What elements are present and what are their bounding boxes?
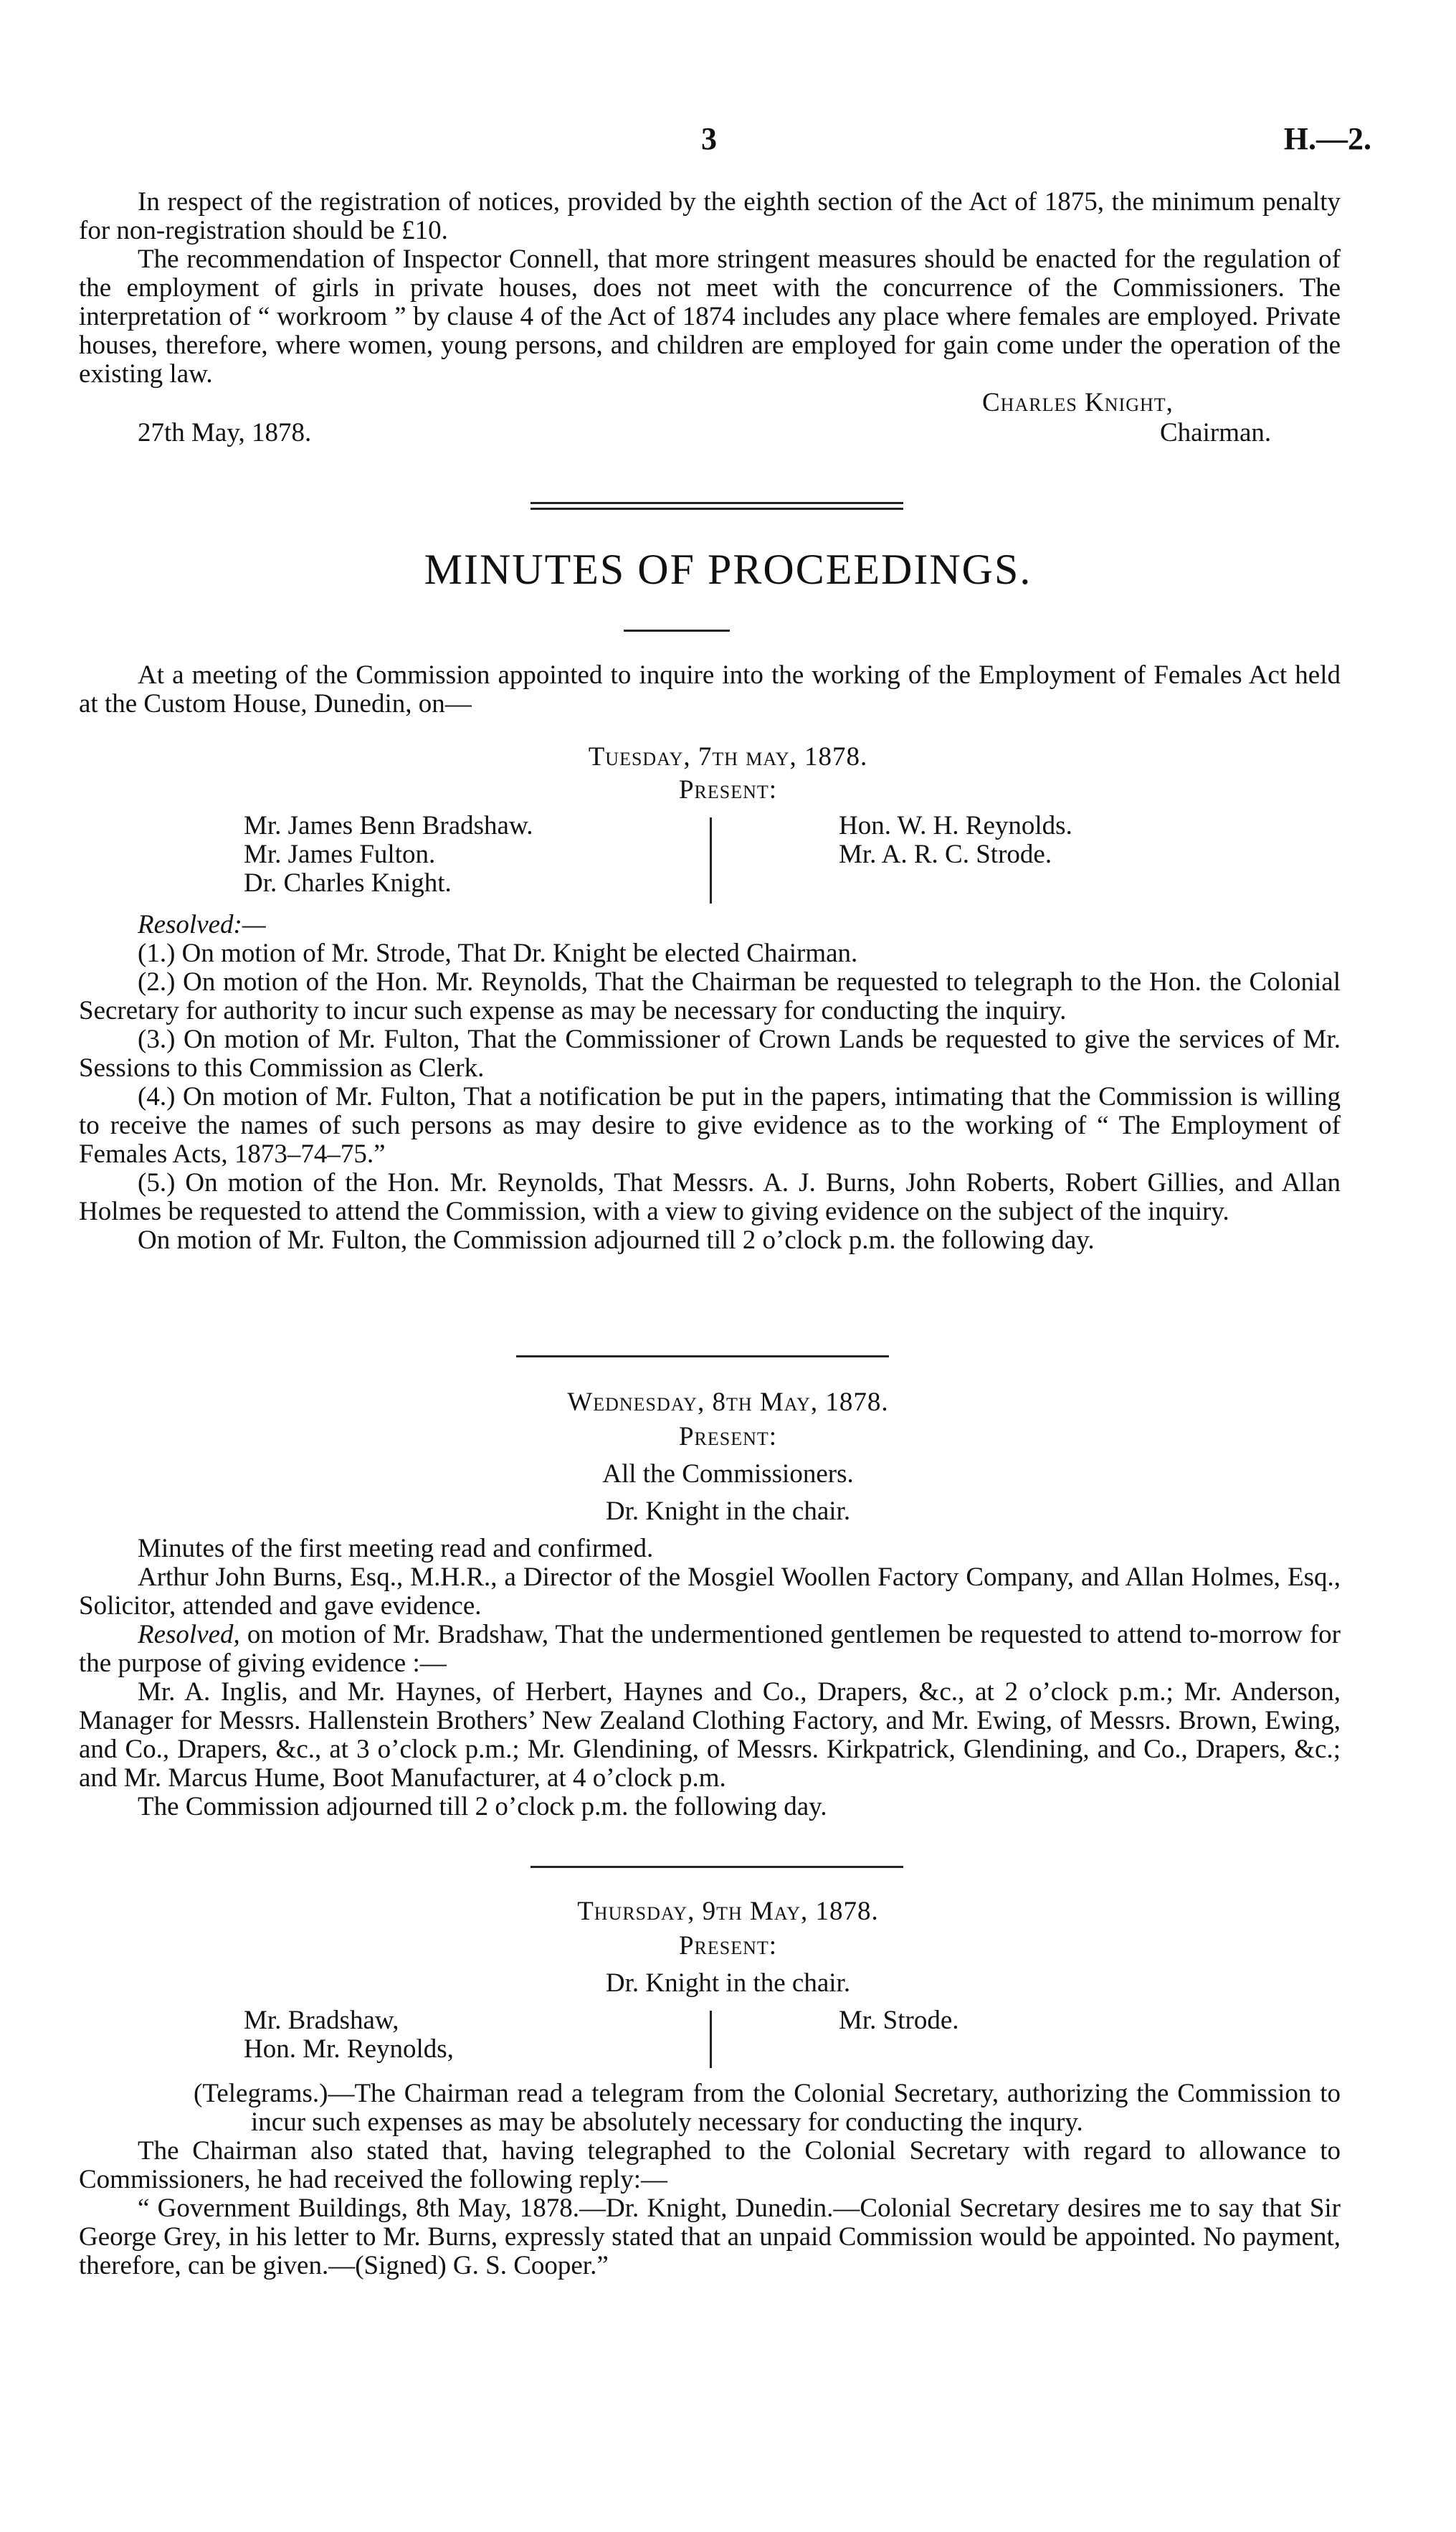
adjourn-text: On motion of Mr. Fulton, the Commission adjourned till 2 o’clock p.m. the following day. (138, 1225, 1095, 1255)
intro-paragraph-2: The recommendation of Inspector Connell, that more stringent measures should be enacted for the regulation of the employment of girls in private houses, does not meet with the concurrence of the Commissioners. The interpretation of “ workroom ” by clause 4 of the Act of 1874 includes any place where females are employed. Private houses, therefore, where women, young persons, and children are employed for gain come under the operation of the existing law. (79, 245, 1341, 389)
day2-body (79, 1535, 1341, 1821)
telegram-paragraph: (Telegrams.)—The Chairman read a telegram from the Colonial Secretary, authorizing the Commission to incur such expenses as may be absolutely necessary for conducting the inqury. (194, 2079, 1341, 2137)
day3-chair: Dr. Knight in the chair. (605, 1968, 851, 1998)
resolution-item: (3.) On motion of Mr. Fulton, That the Commissioner of Crown Lands be requested to give the services of Mr. Sessions to this Commission as Clerk. (79, 1025, 1341, 1083)
day2-paragraph: Mr. A. Inglis, and Mr. Haynes, of Herbert, Haynes and Co., Drapers, &c., at 2 o’clock p.m.; Mr. Anderson, Manager for Messrs. Hallenstein Brothers’ New Zealand Clothing Factory, and Mr. Ewing, of Messrs. Brown, Ewing, and Co., Drapers, &c., at 3 o’clock p.m.; Mr. Glendining, of Messrs. Kirkpatrick, Glendining, and Co., Drapers, &c.; and Mr. Marcus Hume, Boot Manufacturer, at 4 o’clock p.m. (79, 1677, 1341, 1793)
section-rule (516, 1355, 889, 1357)
day2-paragraph: Minutes of the first meeting read and confirmed. (138, 1534, 654, 1563)
page-number: 3 (701, 121, 717, 156)
column-divider (710, 2011, 712, 2068)
attendee: Mr. Bradshaw, (244, 2006, 399, 2035)
attendee: Hon. Mr. Reynolds, (244, 2034, 454, 2064)
day1-present-right (839, 812, 1072, 869)
attendee: Dr. Charles Knight. (244, 868, 452, 898)
minutes-title: MINUTES OF PROCEEDINGS. (424, 546, 1032, 593)
attendee: Mr. Strode. (839, 2006, 959, 2035)
attendee: Mr. A. R. C. Strode. (839, 840, 1052, 869)
day2-present-label: Present: (678, 1422, 778, 1451)
signature-name: Charles Knight, (982, 388, 1174, 417)
opening-paragraph: At a meeting of the Commission appointed to inquire into the working of the Employment of Females Act held at the Custom House, Dunedin, on— (79, 660, 1341, 719)
day1-present-left (244, 812, 533, 898)
day3-paragraph: The Chairman also stated that, having telegraphed to the Colonial Secretary with regard to allowance to Commissioners, he had received the following reply:— (79, 2136, 1341, 2194)
document-code: H.—2. (1283, 121, 1371, 156)
day3-present-left (244, 2006, 454, 2064)
intro-date: 27th May, 1878. (138, 418, 312, 447)
attendee: Mr. James Fulton. (244, 840, 436, 869)
title-underline (624, 630, 730, 632)
day3-paragraph: “ Government Buildings, 8th May, 1878.—Dr. Knight, Dunedin.—Colonial Secretary desires me to say that Sir George Grey, in his letter to Mr. Burns, expressly stated that an unpaid Commission would be appointed. No payment, therefore, can be given.—(Signed) G. S. Cooper.” (79, 2194, 1341, 2280)
resolved-label: Resolved:— (138, 910, 266, 939)
resolution-item: (5.) On motion of the Hon. Mr. Reynolds, That Messrs. A. J. Burns, John Roberts, Robert Gillies, and Allan Holmes be requested to attend the Commission, with a view to giving evidence on the subject of the inquiry. (79, 1168, 1341, 1226)
column-divider (710, 817, 712, 904)
day1-section (79, 661, 1341, 719)
resolution-item: (4.) On motion of Mr. Fulton, That a notification be put in the papers, intimating that the Commission is willing to receive the names of such persons as may desire to give evidence as to the working of “ The Employment of Females Acts, 1873–74–75.” (79, 1082, 1341, 1169)
day3-present-label: Present: (678, 1931, 778, 1960)
day2-paragraph: Resolved, on motion of Mr. Bradshaw, That the undermentioned gentlemen be requested to attend to-morrow for the purpose of giving evidence :— (79, 1620, 1341, 1678)
day1-date: Tuesday, 7th may, 1878. (588, 742, 868, 772)
day2-paragraph: The Commission adjourned till 2 o’clock p.m. the following day. (138, 1792, 827, 1821)
intro-section (79, 188, 1341, 389)
day3-date: Thursday, 9th May, 1878. (577, 1897, 879, 1926)
day1-resolutions (79, 911, 1341, 1255)
day2-present-line2: Dr. Knight in the chair. (605, 1497, 851, 1526)
attendee: Hon. W. H. Reynolds. (839, 811, 1072, 840)
day3-body (79, 2080, 1341, 2280)
resolution-item: (1.) On motion of Mr. Strode, That Dr. Knight be elected Chairman. (138, 939, 858, 968)
resolution-item: (2.) On motion of the Hon. Mr. Reynolds, That the Chairman be requested to telegraph to the Hon. the Colonial Secretary for authority to incur such expense as may be necessary for conducting the inquiry. (79, 967, 1341, 1025)
intro-paragraph-1: In respect of the registration of notices, provided by the eighth section of the Act of 1875, the minimum penalty for non-registration should be £10. (79, 187, 1341, 245)
day3-present-right (839, 2006, 959, 2035)
day2-paragraph: Arthur John Burns, Esq., M.H.R., a Director of the Mosgiel Woollen Factory Company, and Allan Holmes, Esq., Solicitor, attended and gave evidence. (79, 1563, 1341, 1621)
day2-present-line1: All the Commissioners. (602, 1459, 854, 1489)
double-rule-bottom (530, 508, 903, 510)
attendee: Mr. James Benn Bradshaw. (244, 811, 533, 840)
signature-title: Chairman. (1160, 418, 1272, 447)
double-rule-top (530, 502, 903, 504)
day2-date: Wednesday, 8th May, 1878. (567, 1388, 889, 1417)
section-rule (530, 1866, 903, 1868)
day1-present-label: Present: (678, 775, 778, 805)
